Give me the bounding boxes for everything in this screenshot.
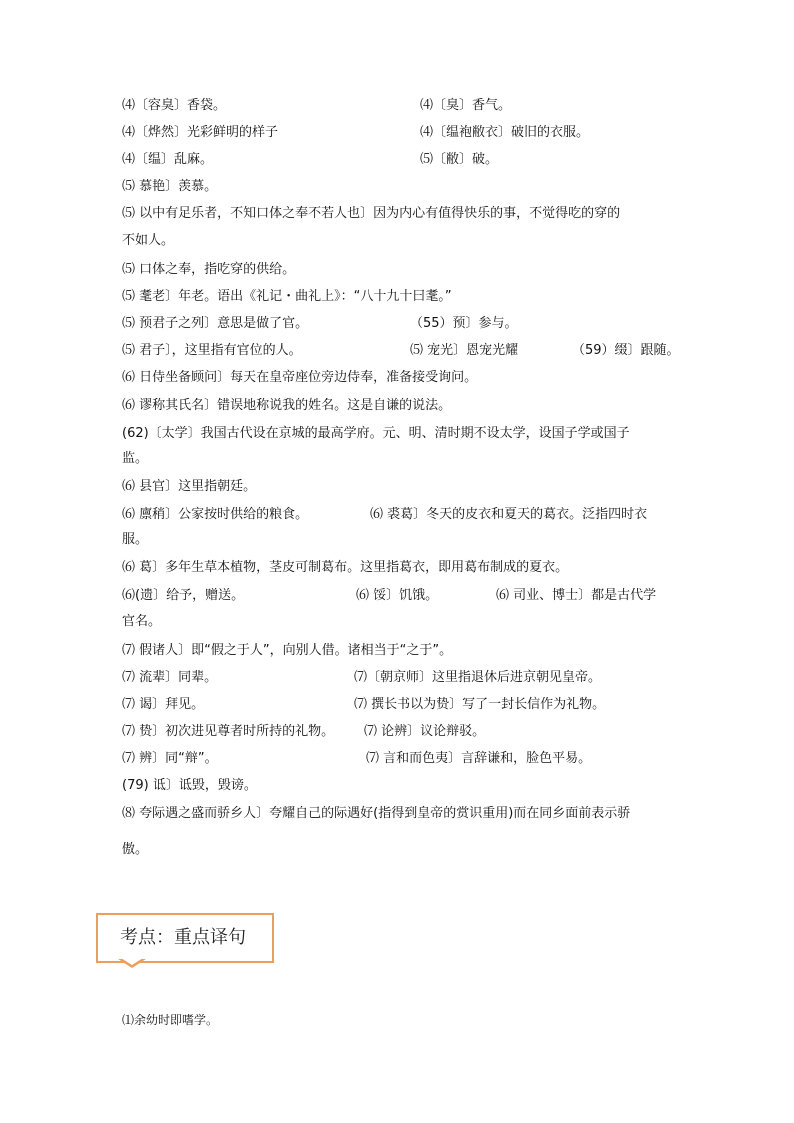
note-79: (79) 诋〕诋毁，毁谤。: [122, 778, 257, 793]
note-48: ⑷〔缊袍敝衣〕破旧的衣服。: [420, 125, 590, 140]
note-66: ⑹ 葛〕多年生草本植物，茎皮可制葛布。这里指葛衣，即用葛布制成的夏衣。: [122, 560, 569, 575]
note-68: ⑹ 馁〕饥饿。: [356, 588, 439, 603]
section-title: 考点：重点译句: [120, 927, 246, 948]
note-59: （59）缀〕跟随。: [572, 343, 680, 358]
note-80: ⑻ 夸际遇之盛而骄乡人〕夸耀自己的际遇好(指得到皇帝的赏识重用)而在同乡面前表示骄: [122, 806, 631, 821]
note-70: ⑺ 假诸人〕即“假之于人”，向别人借。诸相当于“之于”。: [122, 643, 453, 658]
note-78: ⑺ 言和而色夷〕言辞谦和，脸色平易。: [366, 751, 592, 766]
note-76: ⑺ 论辨〕议论辩驳。: [364, 724, 486, 739]
note-64: ⑹ 廪稍〕公家按时供给的粮食。: [122, 507, 309, 522]
note-50: ⑸〔敝〕破。: [420, 152, 499, 167]
note-69-cont: 官名。: [122, 614, 162, 629]
note-58: ⑸ 宠光〕恩宠光耀: [410, 343, 519, 358]
note-73: ⑺ 谒〕拜见。: [122, 697, 205, 712]
note-75: ⑺ 贽〕初次进见尊者时所持的礼物。: [122, 724, 335, 739]
note-62-cont: 监。: [122, 451, 149, 466]
note-55: ⑸ 预君子之列〕意思是做了官。: [122, 316, 309, 331]
note-71: ⑺ 流辈〕同辈。: [122, 670, 218, 685]
note-69: ⑹ 司业、博士〕都是古代学: [496, 588, 657, 603]
note-53: ⑸ 口体之奉，指吃穿的供给。: [122, 262, 296, 277]
translation-sentence-1: ⑴余幼时即嗜学。: [122, 1013, 219, 1027]
section-heading-box: [96, 913, 274, 963]
note-72: ⑺〔朝京师〕这里指退休后进京朝见皇帝。: [354, 670, 602, 685]
note-67: ⑹(遗〕给予，赠送。: [122, 588, 245, 603]
note-51: ⑸ 慕艳〕羡慕。: [122, 179, 218, 194]
note-80-cont: 傲。: [122, 842, 149, 857]
note-46: ⑷〔臭〕香气。: [420, 98, 512, 113]
note-45: ⑷〔容臭〕香袋。: [122, 98, 227, 113]
note-65: ⑹ 裘葛〕冬天的皮衣和夏天的葛衣。泛指四时衣: [370, 507, 648, 522]
note-65-cont: 服。: [122, 532, 149, 547]
note-61: ⑹ 谬称其氏名〕错误地称说我的姓名。这是自谦的说法。: [122, 398, 452, 413]
note-47: ⑷〔烨然〕光彩鲜明的样子: [122, 125, 279, 140]
note-62: (62)〔太学〕我国古代设在京城的最高学府。元、明、清时期不设太学，设国子学或国子: [122, 426, 630, 441]
note-49: ⑷〔缊〕乱麻。: [122, 152, 214, 167]
note-52-cont: 不如人。: [122, 233, 175, 248]
note-60: ⑹ 日侍坐备顾问〕每天在皇帝座位旁边侍奉，准备接受询问。: [122, 370, 478, 385]
note-77: ⑺ 辨〕同“辩”。: [122, 751, 218, 766]
note-54: ⑸ 耄老〕年老。语出《礼记・曲礼上》：“八十九十曰耄。”: [122, 289, 452, 304]
note-52: ⑸ 以中有足乐者，不知口体之奉不若人也〕因为内心有值得快乐的事，不觉得吃的穿的: [122, 206, 621, 221]
note-55b: （55）预〕参与。: [410, 316, 518, 331]
note-74: ⑺ 撰长书以为贽〕写了一封长信作为礼物。: [354, 697, 606, 712]
note-63: ⑹ 县官〕这里指朝廷。: [122, 479, 257, 494]
note-57: ⑸ 君子〕，这里指有官位的人。: [122, 343, 302, 358]
